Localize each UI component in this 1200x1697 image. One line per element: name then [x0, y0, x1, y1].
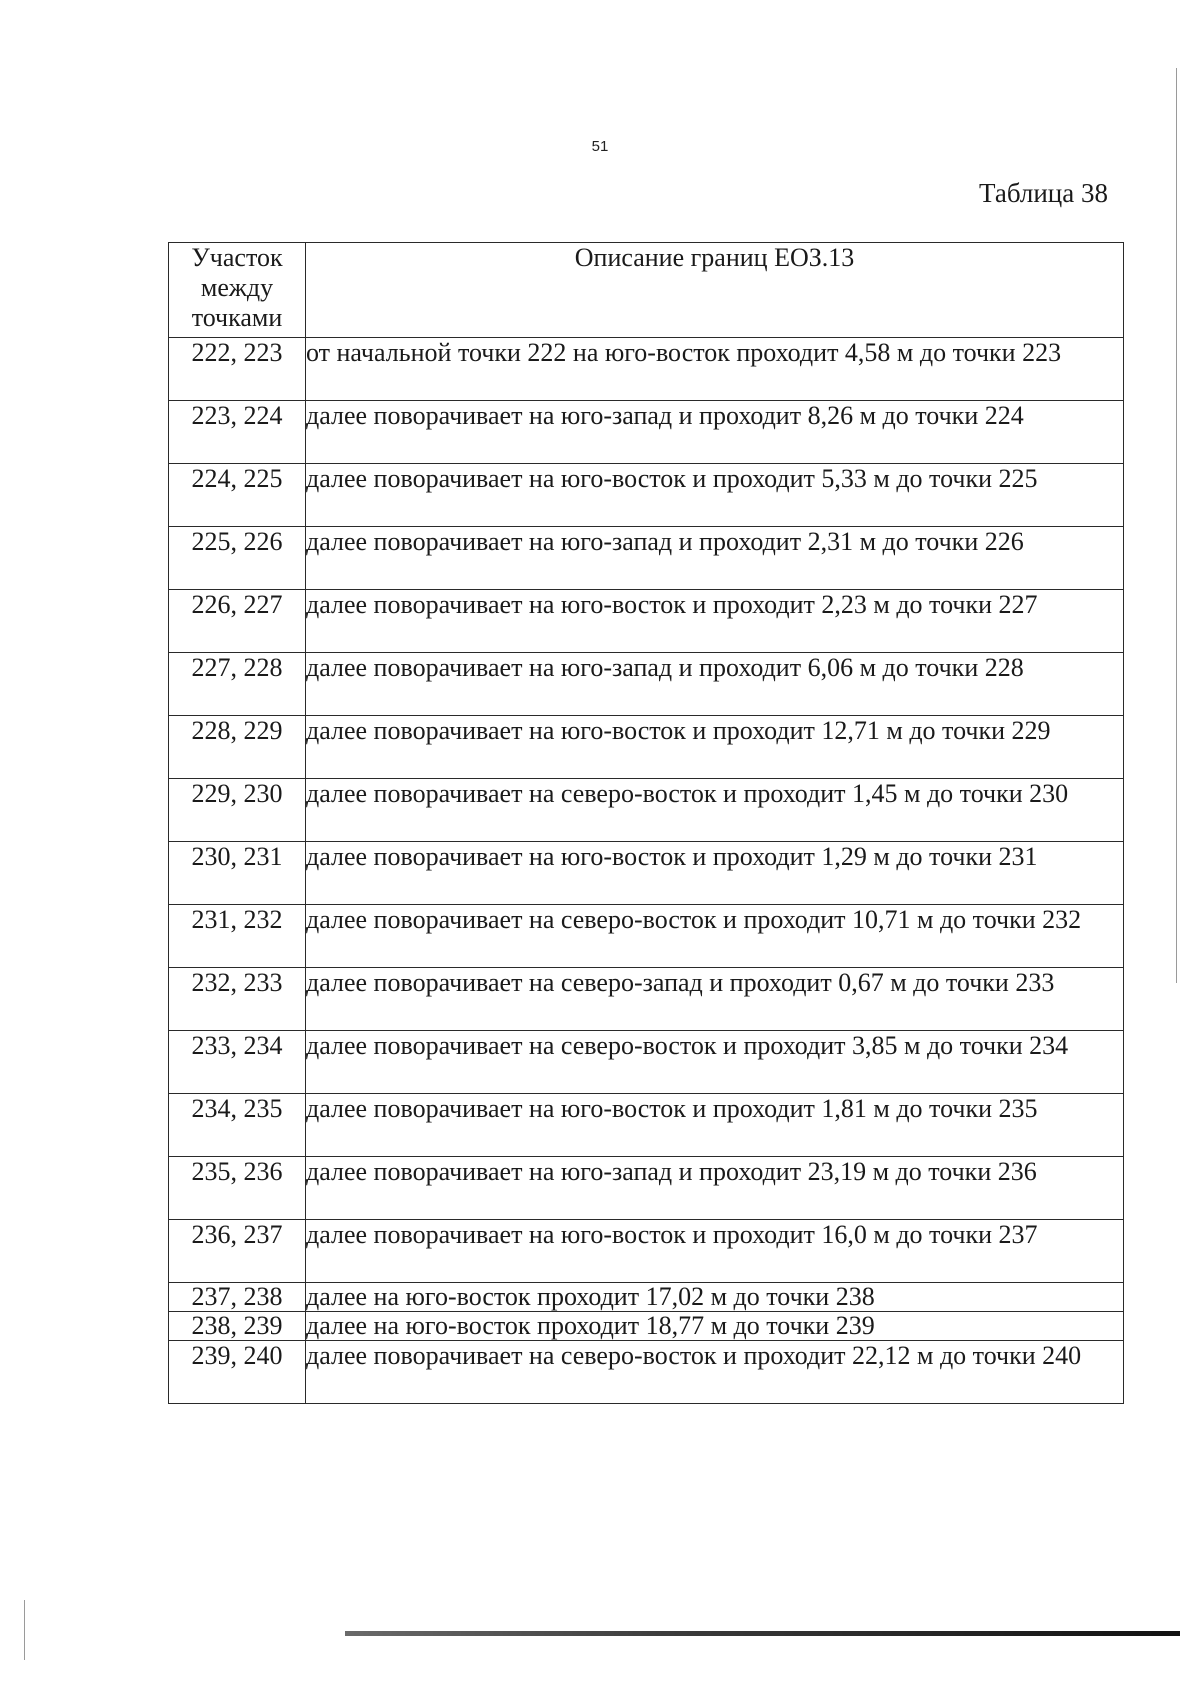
table-header-row: [169, 243, 1124, 338]
description-cell: далее поворачивает на юго-восток и проходит 16,0 м до точки 237: [306, 1220, 1124, 1283]
table-row: [169, 464, 1124, 527]
description-cell: далее на юго-восток проходит 18,77 м до точки 239: [306, 1312, 1124, 1341]
table-row: [169, 1312, 1124, 1341]
table-row: [169, 1031, 1124, 1094]
header-description: Описание границ ЕОЗ.13: [306, 243, 1124, 338]
scan-edge-line: [1176, 68, 1177, 983]
segment-cell: 227, 228: [169, 653, 306, 716]
scan-edge-line: [24, 1600, 25, 1660]
table-row: [169, 716, 1124, 779]
description-cell: далее поворачивает на юго-восток и проходит 5,33 м до точки 225: [306, 464, 1124, 527]
segment-cell: 226, 227: [169, 590, 306, 653]
table-row: [169, 527, 1124, 590]
description-cell: далее поворачивает на северо-восток и проходит 10,71 м до точки 232: [306, 905, 1124, 968]
segment-cell: 237, 238: [169, 1283, 306, 1312]
table-row: [169, 653, 1124, 716]
description-cell: от начальной точки 222 на юго-восток проходит 4,58 м до точки 223: [306, 338, 1124, 401]
table-row: [169, 905, 1124, 968]
segment-cell: 236, 237: [169, 1220, 306, 1283]
segment-cell: 239, 240: [169, 1341, 306, 1404]
description-cell: далее на юго-восток проходит 17,02 м до точки 238: [306, 1283, 1124, 1312]
scan-bottom-bar: [345, 1631, 1180, 1636]
segment-cell: 223, 224: [169, 401, 306, 464]
description-cell: далее поворачивает на северо-запад и проходит 0,67 м до точки 233: [306, 968, 1124, 1031]
table-row: [169, 1220, 1124, 1283]
table-row: [169, 968, 1124, 1031]
description-cell: далее поворачивает на юго-запад и проходит 6,06 м до точки 228: [306, 653, 1124, 716]
table-row: [169, 1283, 1124, 1312]
segment-cell: 224, 225: [169, 464, 306, 527]
description-cell: далее поворачивает на юго-запад и проходит 2,31 м до точки 226: [306, 527, 1124, 590]
table-row: [169, 1341, 1124, 1404]
description-cell: далее поворачивает на юго-запад и проходит 23,19 м до точки 236: [306, 1157, 1124, 1220]
table-row: [169, 779, 1124, 842]
segment-cell: 231, 232: [169, 905, 306, 968]
table-row: [169, 590, 1124, 653]
description-cell: далее поворачивает на северо-восток и проходит 1,45 м до точки 230: [306, 779, 1124, 842]
segment-cell: 235, 236: [169, 1157, 306, 1220]
table-row: [169, 338, 1124, 401]
segment-cell: 232, 233: [169, 968, 306, 1031]
page-number: 51: [591, 138, 609, 155]
description-cell: далее поворачивает на юго-восток и проходит 2,23 м до точки 227: [306, 590, 1124, 653]
segment-cell: 238, 239: [169, 1312, 306, 1341]
description-cell: далее поворачивает на юго-запад и проходит 8,26 м до точки 224: [306, 401, 1124, 464]
header-segment: Участок между точками: [169, 243, 306, 338]
table-row: [169, 842, 1124, 905]
segment-cell: 229, 230: [169, 779, 306, 842]
description-cell: далее поворачивает на северо-восток и проходит 3,85 м до точки 234: [306, 1031, 1124, 1094]
description-cell: далее поворачивает на северо-восток и проходит 22,12 м до точки 240: [306, 1341, 1124, 1404]
segment-cell: 228, 229: [169, 716, 306, 779]
segment-cell: 234, 235: [169, 1094, 306, 1157]
table-row: [169, 1094, 1124, 1157]
boundary-description-table: [168, 242, 1124, 1404]
description-cell: далее поворачивает на юго-восток и проходит 1,81 м до точки 235: [306, 1094, 1124, 1157]
segment-cell: 233, 234: [169, 1031, 306, 1094]
segment-cell: 222, 223: [169, 338, 306, 401]
segment-cell: 225, 226: [169, 527, 306, 590]
description-cell: далее поворачивает на юго-восток и проходит 1,29 м до точки 231: [306, 842, 1124, 905]
table-row: [169, 1157, 1124, 1220]
table-caption: Таблица 38: [979, 178, 1108, 208]
description-cell: далее поворачивает на юго-восток и проходит 12,71 м до точки 229: [306, 716, 1124, 779]
table-row: [169, 401, 1124, 464]
segment-cell: 230, 231: [169, 842, 306, 905]
